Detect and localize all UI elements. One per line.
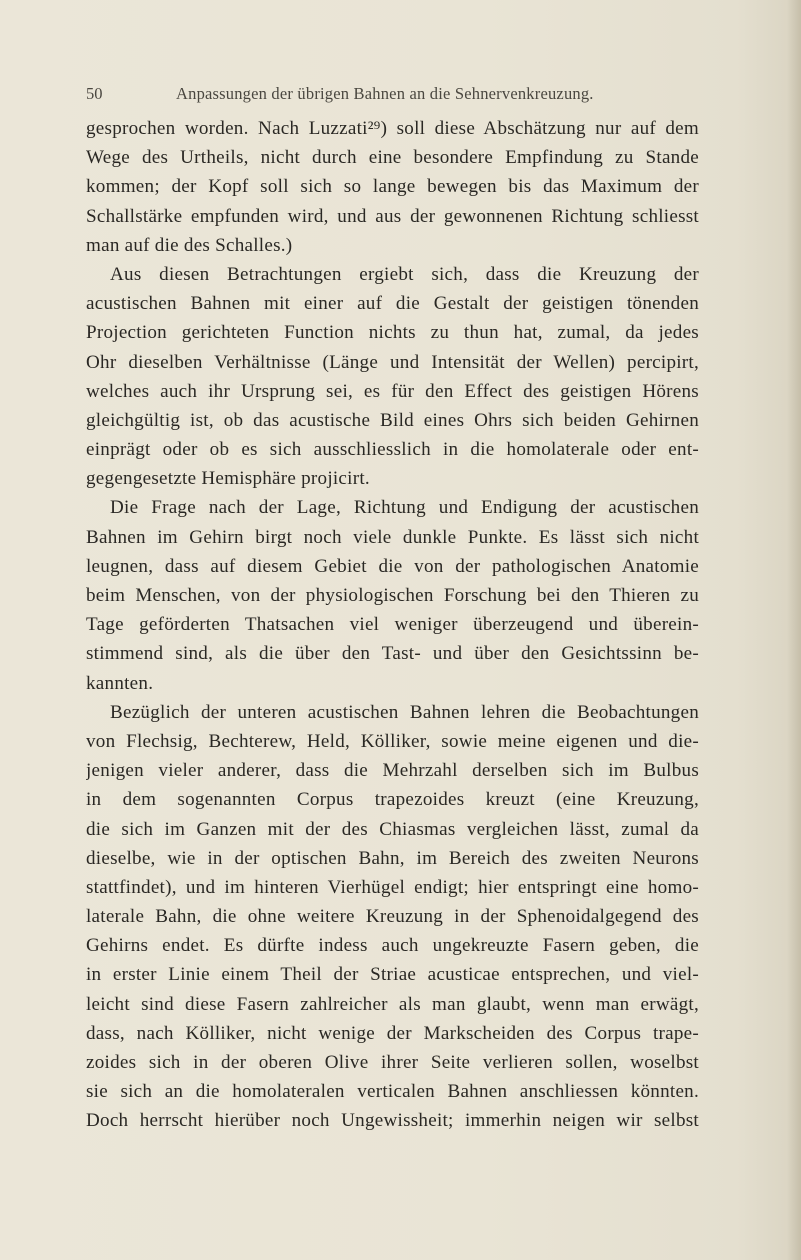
- text-line: von Flechsig, Bechterew, Held, Kölliker, sowie meine eigenen und die-: [86, 730, 699, 752]
- text-line: dieselbe, wie in der optischen Bahn, im Bereich des zweiten Neurons: [86, 847, 699, 869]
- text-line: Bahnen im Gehirn birgt noch viele dunkle Punkte. Es lässt sich nicht: [86, 526, 699, 548]
- text-line: man auf die des Schalles.): [86, 234, 293, 256]
- text-line: leicht sind diese Fasern zahlreicher als man glaubt, wenn man erwägt,: [86, 993, 699, 1015]
- text-line: laterale Bahn, die ohne weitere Kreuzung in der Sphenoidalgegend des: [86, 906, 699, 928]
- text-line: kannten.: [86, 672, 154, 694]
- text-line: gegengesetzte Hemisphäre projicirt.: [86, 468, 370, 490]
- text-line: stimmend sind, als die über den Tast- und über den Gesichtssinn be-: [86, 643, 699, 665]
- text-line: dass, nach Kölliker, nicht wenige der Markscheiden des Corpus trape-: [86, 1022, 699, 1044]
- text-line: sie sich an die homolateralen verticalen Bahnen anschliessen könnten.: [86, 1081, 699, 1103]
- text-line: zoides sich in der oberen Olive ihrer Seite verlieren sollen, woselbst: [86, 1052, 699, 1073]
- text-line: Die Frage nach der Lage, Richtung und Endigung der acustischen: [110, 497, 699, 519]
- text-line: Wege des Urtheils, nicht durch eine besondere Empfindung zu Stande: [86, 147, 699, 169]
- text-line: Bezüglich der unteren acustischen Bahnen lehren die Beobachtungen: [110, 701, 699, 723]
- body-text: [86, 114, 699, 1136]
- text-line: jenigen vieler anderer, dass die Mehrzahl derselben sich im Bulbus: [86, 760, 699, 782]
- text-line: leugnen, dass auf diesem Gebiet die von der pathologischen Anatomie: [86, 555, 699, 577]
- page-number: 50: [86, 84, 103, 103]
- text-line: in erster Linie einem Theil der Striae acusticae entsprechen, und viel-: [86, 964, 699, 986]
- text-line: acustischen Bahnen mit einer auf die Gestalt der geistigen tönenden: [86, 293, 699, 315]
- text-line: Ohr dieselben Verhältnisse (Länge und Intensität der Wellen) percipirt,: [86, 351, 699, 373]
- page-edge-shadow: [787, 0, 801, 1260]
- text-line: kommen; der Kopf soll sich so lange bewegen bis das Maximum der: [86, 176, 699, 198]
- text-line: gleichgültig ist, ob das acustische Bild eines Ohrs sich beiden Gehirnen: [86, 409, 699, 431]
- text-line: gesprochen worden. Nach Luzzati²⁹) soll diese Abschätzung nur auf dem: [86, 118, 699, 139]
- text-line: Gehirns endet. Es dürfte indess auch ungekreuzte Fasern geben, die: [86, 935, 699, 957]
- text-line: die sich im Ganzen mit der des Chiasmas vergleichen lässt, zumal da: [86, 818, 699, 840]
- text-line: einprägt oder ob es sich ausschliesslich in die homolaterale oder ent-: [86, 439, 699, 461]
- page-header: [86, 84, 691, 108]
- text-line: Schallstärke empfunden wird, und aus der gewonnenen Richtung schliesst: [86, 205, 699, 227]
- text-line: Aus diesen Betrachtungen ergiebt sich, dass die Kreuzung der: [110, 263, 699, 285]
- text-line: stattfindet), und im hinteren Vierhügel endigt; hier entspringt eine homo-: [86, 876, 699, 898]
- text-line: Doch herrscht hierüber noch Ungewissheit; immerhin neigen wir selbst: [86, 1110, 699, 1132]
- text-line: Tage geförderten Thatsachen viel weniger überzeugend und überein-: [86, 614, 699, 636]
- text-line: welches auch ihr Ursprung sei, es für den Effect des geistigen Hörens: [86, 380, 699, 402]
- text-line: beim Menschen, von der physiologischen Forschung bei den Thieren zu: [86, 585, 699, 606]
- running-head: Anpassungen der übrigen Bahnen an die Sehnervenkreuzung.: [176, 84, 594, 103]
- text-line: Projection gerichteten Function nichts zu thun hat, zumal, da jedes: [86, 322, 699, 344]
- text-line: in dem sogenannten Corpus trapezoides kreuzt (eine Kreuzung,: [86, 789, 699, 811]
